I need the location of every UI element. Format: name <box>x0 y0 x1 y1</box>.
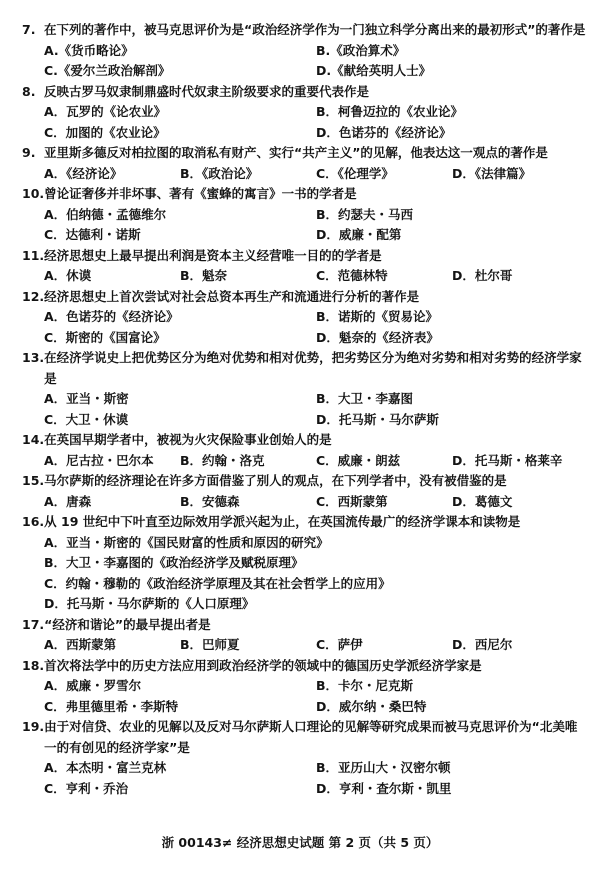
answer-option: A．本杰明・富兰克林 <box>44 760 167 775</box>
answer-option: A．亚当・斯密 <box>44 391 129 406</box>
question-stem <box>22 615 588 636</box>
answer-options <box>22 676 588 717</box>
answer-option: A．瓦罗的《论农业》 <box>44 104 167 119</box>
answer-option: D．托马斯・马尔萨斯的《人口原理》 <box>44 596 255 611</box>
answer-options <box>22 102 588 143</box>
question-stem <box>22 512 588 533</box>
answer-option: D．《法律篇》 <box>452 165 532 181</box>
question-stem <box>22 184 588 205</box>
question-item <box>22 246 588 287</box>
question-item <box>22 184 588 246</box>
question-item <box>22 512 588 615</box>
question-stem <box>22 348 588 389</box>
question-number: 10. <box>22 186 45 201</box>
question-item <box>22 287 588 349</box>
answer-option: D．魁奈的《经济表》 <box>316 329 439 345</box>
question-number: 7. <box>22 22 36 37</box>
answer-option: A.《货币略论》 <box>44 42 134 58</box>
answer-option: D．托马斯・格莱辛 <box>452 452 563 468</box>
question-number: 11. <box>22 247 45 263</box>
answer-option: C．亨利・乔治 <box>44 780 129 796</box>
answer-option: B.《政治算术》 <box>316 42 406 58</box>
question-stem <box>22 656 588 677</box>
question-number: 12. <box>22 288 45 304</box>
page-footer: 浙 00143≠ 经济思想史试题 第 2 页（共 5 页） <box>161 835 439 850</box>
answer-options <box>22 492 588 513</box>
answer-option: A．伯纳德・孟德维尔 <box>44 206 167 222</box>
answer-options <box>22 635 588 656</box>
question-item <box>22 656 588 718</box>
answer-option: A．唐森 <box>44 493 92 509</box>
answer-option: D．威廉・配第 <box>316 227 402 242</box>
question-number: 13. <box>22 350 45 365</box>
question-text: 经济思想史上首次尝试对社会总资本再生产和流通进行分析的著作是 <box>44 288 420 304</box>
answer-option: C．西斯蒙第 <box>316 493 388 509</box>
question-item <box>22 717 588 799</box>
answer-option: C．加图的《农业论》 <box>44 124 166 140</box>
answer-option: A．休谟 <box>44 268 92 283</box>
answer-option: D．杜尔哥 <box>452 268 513 283</box>
answer-option: C．威廉・朗兹 <box>316 452 401 468</box>
answer-options <box>22 389 588 430</box>
answer-option: A．西斯蒙第 <box>44 637 117 652</box>
answer-option: A．色诺芬的《经济论》 <box>44 309 179 324</box>
question-number: 15. <box>22 473 45 488</box>
answer-option: B．《政治论》 <box>180 165 259 181</box>
question-number: 8. <box>22 83 36 99</box>
question-number: 19. <box>22 719 45 734</box>
answer-option: B．卡尔・尼克斯 <box>316 678 414 693</box>
answer-option: B．诺斯的《贸易论》 <box>316 309 439 324</box>
answer-option: C．范德林特 <box>316 268 388 283</box>
answer-options <box>22 205 588 246</box>
question-stem <box>22 717 588 758</box>
answer-option: D．葛德文 <box>452 493 513 509</box>
question-item <box>22 20 588 82</box>
answer-options <box>22 266 588 287</box>
answer-option: D.《献给英明人士》 <box>316 63 432 78</box>
question-number: 17. <box>22 616 45 632</box>
answer-option: B．大卫・李嘉图的《政治经济学及赋税原理》 <box>44 555 304 570</box>
answer-option: B．约瑟夫・马西 <box>316 206 414 222</box>
question-stem <box>22 82 588 103</box>
answer-options <box>22 41 588 82</box>
answer-option: C．约翰・穆勒的《政治经济学原理及其在社会哲学上的应用》 <box>44 575 391 591</box>
answer-option: C．《伦理学》 <box>316 165 394 181</box>
question-stem <box>22 20 588 41</box>
question-item <box>22 143 588 184</box>
question-item <box>22 82 588 144</box>
answer-option: C．大卫・休谟 <box>44 411 129 427</box>
question-number: 18. <box>22 657 45 673</box>
answer-options <box>22 164 588 185</box>
question-item <box>22 471 588 512</box>
question-text: “经济和谐论”的最早提出者是 <box>44 616 211 632</box>
question-item <box>22 348 588 430</box>
answer-option: B．亚历山大・汉密尔顿 <box>316 760 451 775</box>
question-text: 从 19 世纪中下叶直至边际效用学派兴起为止，在英国流传最广的经济学课本和读物是 <box>44 514 521 529</box>
question-stem <box>22 143 588 164</box>
question-text: 马尔萨斯的经济理论在许多方面借鉴了别人的观点，在下列学者中，没有被借鉴的是 <box>44 473 507 488</box>
answer-options <box>22 451 588 472</box>
answer-options <box>22 533 588 615</box>
answer-option: D．威尔纳・桑巴特 <box>316 698 427 714</box>
answer-option: B．大卫・李嘉图 <box>316 391 414 406</box>
question-stem <box>22 430 588 451</box>
question-number: 9. <box>22 145 36 160</box>
question-text: 在英国早期学者中，被视为火灾保险事业创始人的是 <box>44 432 332 447</box>
answer-options <box>22 307 588 348</box>
answer-option: C．弗里德里希・李斯特 <box>44 698 179 714</box>
question-stem <box>22 287 588 308</box>
answer-option: B．魁奈 <box>180 268 228 283</box>
question-stem <box>22 246 588 267</box>
answer-option: C.《爱尔兰政治解剖》 <box>44 63 171 78</box>
answer-option: D．托马斯・马尔萨斯 <box>316 411 439 427</box>
answer-option: B．柯鲁迈拉的《农业论》 <box>316 104 464 119</box>
question-list <box>22 20 588 799</box>
answer-option: B．约翰・洛克 <box>180 452 265 468</box>
answer-option: B．巴师夏 <box>180 637 240 652</box>
question-stem <box>22 471 588 492</box>
answer-options <box>22 758 588 799</box>
answer-option: B．安德森 <box>180 493 240 509</box>
answer-option: A．尼古拉・巴尔本 <box>44 452 154 468</box>
question-text: 由于对信贷、农业的见解以及反对马尔萨斯人口理论的见解等研究成果而被马克思评价为“北美唯一的有创见的经济学家”是 <box>44 719 578 755</box>
question-number: 14. <box>22 432 45 447</box>
answer-option: D．西尼尔 <box>452 637 513 652</box>
question-text: 经济思想史上最早提出利润是资本主义经营唯一目的的学者是 <box>44 247 382 263</box>
answer-option: D．色诺芬的《经济论》 <box>316 124 452 140</box>
answer-option: D．亨利・查尔斯・凯里 <box>316 780 452 796</box>
question-number: 16. <box>22 514 45 529</box>
question-text: 曾论证奢侈并非坏事、著有《蜜蜂的寓言》一书的学者是 <box>44 186 357 201</box>
question-item <box>22 615 588 656</box>
answer-option: A．威廉・罗雪尔 <box>44 678 142 693</box>
question-text: 首次将法学中的历史方法应用到政治经济学的领域中的德国历史学派经济学家是 <box>44 657 482 673</box>
answer-option: C．斯密的《国富论》 <box>44 329 166 345</box>
question-text: 在下列的著作中，被马克思评价为是“政治经济学作为一门独立科学分离出来的最初形式”的著作是 <box>44 22 586 37</box>
answer-option: C．萨伊 <box>316 637 363 652</box>
question-item <box>22 430 588 471</box>
answer-option: C．达德利・诺斯 <box>44 227 141 242</box>
answer-option: A．亚当・斯密的《国民财富的性质和原因的研究》 <box>44 534 329 550</box>
question-text: 亚里斯多德反对柏拉图的取消私有财产、实行“共产主义”的见解，他表达这一观点的著作是 <box>44 145 548 160</box>
answer-option: A．《经济论》 <box>44 165 123 181</box>
question-text: 在经济学说史上把优势区分为绝对优势和相对优势，把劣势区分为绝对劣势和相对劣势的经济学家是 <box>44 350 582 386</box>
question-text: 反映古罗马奴隶制鼎盛时代奴隶主阶级要求的重要代表作是 <box>44 83 370 99</box>
